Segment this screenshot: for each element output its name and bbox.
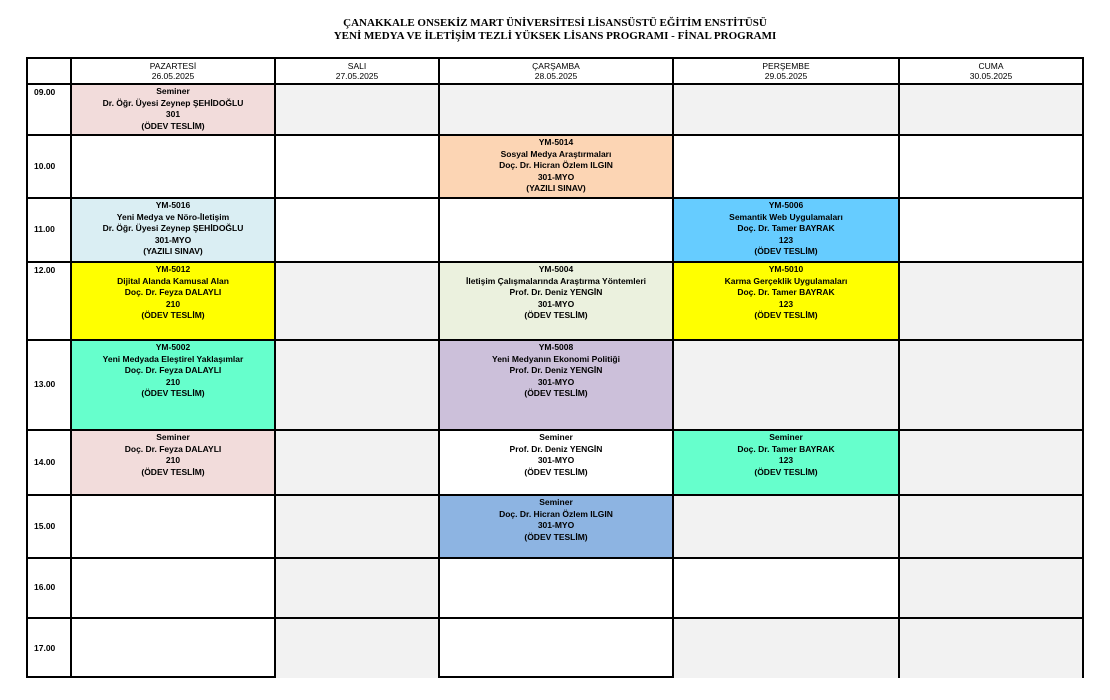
course-code: YM-5008	[538, 342, 574, 352]
slot-line: (YAZILI SINAV)	[143, 246, 203, 257]
day-date: 27.05.2025	[335, 71, 379, 81]
empty-cell	[674, 619, 898, 678]
empty-cell	[900, 263, 1082, 339]
exam-slot	[72, 341, 274, 429]
row-divider	[28, 617, 1082, 619]
slot-line: İletişim Çalışmalarında Araştırma Yöntemleri	[466, 275, 646, 286]
time-label: 17.00	[34, 643, 56, 653]
course-code: Seminer	[539, 432, 573, 442]
slot-line: (ÖDEV TESLİM)	[754, 466, 818, 477]
day-header	[276, 59, 438, 83]
row-divider	[28, 429, 1082, 431]
schedule-table	[26, 57, 1084, 678]
slot-line: Prof. Dr. Deniz YENGİN	[509, 443, 603, 454]
program-title: YENİ MEDYA VE İLETİŞİM TEZLİ YÜKSEK LİSANS PROGRAMI - FİNAL PROGRAMI	[333, 30, 777, 42]
course-code: YM-5002	[155, 342, 191, 352]
institute-title: ÇANAKKALE ONSEKİZ MART ÜNİVERSİTESİ LİSANSÜSTÜ EĞİTİM ENSTİTÜSÜ	[343, 17, 767, 29]
column-divider	[438, 59, 440, 676]
row-divider	[28, 134, 1082, 136]
slot-line: (ÖDEV TESLİM)	[141, 388, 205, 399]
time-label: 10.00	[34, 161, 56, 171]
slot-line: 301	[165, 109, 181, 120]
day-header	[900, 59, 1082, 83]
slot-line: (ÖDEV TESLİM)	[524, 466, 588, 477]
day-date: 29.05.2025	[764, 71, 808, 81]
row-divider	[28, 197, 1082, 199]
slot-line: 123	[778, 298, 794, 309]
slot-line: 210	[165, 298, 181, 309]
slot-line: (ÖDEV TESLİM)	[141, 120, 205, 131]
row-divider	[28, 261, 1082, 263]
exam-slot	[674, 199, 898, 261]
course-code: Seminer	[156, 86, 190, 96]
slot-line: Dr. Öğr. Üyesi Zeynep ŞEHİDOĞLU	[102, 223, 244, 234]
exam-slot	[440, 263, 672, 339]
day-name: ÇARŞAMBA	[532, 61, 580, 71]
course-code: Seminer	[769, 432, 803, 442]
empty-cell	[900, 341, 1082, 429]
exam-slot	[440, 431, 672, 494]
course-code: YM-5012	[155, 264, 191, 274]
day-header	[440, 59, 672, 83]
time-label: 14.00	[34, 457, 56, 467]
slot-line: 301-MYO	[537, 171, 575, 182]
slot-line: (ÖDEV TESLİM)	[524, 388, 588, 399]
day-date: 26.05.2025	[151, 71, 195, 81]
slot-line: 301-MYO	[537, 520, 575, 531]
empty-cell	[900, 431, 1082, 494]
slot-line: Dijital Alanda Kamusal Alan	[117, 275, 229, 286]
slot-line: Sosyal Medya Araştırmaları	[500, 148, 612, 159]
empty-cell	[674, 85, 898, 134]
slot-line: 301-MYO	[154, 234, 192, 245]
column-divider	[70, 59, 72, 676]
slot-line: Yeni Medyanın Ekonomi Politiği	[492, 353, 620, 364]
exam-slot	[440, 341, 672, 429]
course-code: YM-5006	[768, 200, 804, 210]
slot-line: 123	[778, 455, 794, 466]
slot-line: (ÖDEV TESLİM)	[524, 310, 588, 321]
slot-line: Doç. Dr. Tamer BAYRAK	[737, 443, 835, 454]
slot-line: 123	[778, 234, 794, 245]
empty-cell	[276, 431, 438, 494]
row-divider	[28, 494, 1082, 496]
slot-line: Semantik Web Uygulamaları	[729, 211, 843, 222]
time-label: 11.00	[34, 224, 55, 234]
time-label: 16.00	[34, 582, 56, 592]
slot-line: 210	[165, 455, 181, 466]
exam-slot	[674, 431, 898, 494]
slot-line: 301-MYO	[537, 298, 575, 309]
slot-line: Doç. Dr. Hicran Özlem ILGIN	[499, 160, 613, 171]
time-label: 13.00	[34, 379, 56, 389]
exam-slot	[72, 199, 274, 261]
empty-cell	[276, 341, 438, 429]
empty-cell	[276, 85, 438, 134]
course-code: YM-5010	[768, 264, 804, 274]
course-code: YM-5014	[538, 137, 574, 147]
column-divider	[898, 59, 900, 676]
slot-line: 301-MYO	[537, 376, 575, 387]
empty-cell	[674, 496, 898, 557]
slot-line: Prof. Dr. Deniz YENGİN	[509, 287, 603, 298]
course-code: YM-5016	[155, 200, 191, 210]
day-name: PERŞEMBE	[762, 61, 810, 71]
empty-cell	[276, 496, 438, 557]
exam-slot	[72, 263, 274, 339]
course-code: YM-5004	[538, 264, 574, 274]
row-divider	[28, 557, 1082, 559]
exam-slot	[72, 431, 274, 494]
exam-slot	[674, 263, 898, 339]
slot-line: Karma Gerçeklik Uygulamaları	[724, 275, 848, 286]
day-date: 28.05.2025	[534, 71, 578, 81]
slot-line: Doç. Dr. Tamer BAYRAK	[737, 223, 835, 234]
day-name: CUMA	[978, 61, 1004, 71]
empty-cell	[276, 559, 438, 617]
time-label: 15.00	[34, 521, 56, 531]
slot-line: 210	[165, 376, 181, 387]
day-header	[674, 59, 898, 83]
empty-cell	[900, 619, 1082, 678]
empty-cell	[276, 263, 438, 339]
empty-cell	[900, 85, 1082, 134]
slot-line: Doç. Dr. Feyza DALAYLI	[124, 287, 222, 298]
slot-line: Doç. Dr. Hicran Özlem ILGIN	[499, 508, 613, 519]
day-date: 30.05.2025	[969, 71, 1013, 81]
slot-line: Doç. Dr. Feyza DALAYLI	[124, 365, 222, 376]
slot-line: Doç. Dr. Feyza DALAYLI	[124, 443, 222, 454]
row-divider	[28, 83, 1082, 85]
course-code: Seminer	[156, 432, 190, 442]
slot-line: Doç. Dr. Tamer BAYRAK	[737, 287, 835, 298]
empty-cell	[900, 496, 1082, 557]
slot-line: (ÖDEV TESLİM)	[141, 310, 205, 321]
slot-line: Yeni Medya ve Nöro-İletişim	[116, 211, 230, 222]
slot-line: 301-MYO	[537, 455, 575, 466]
slot-line: (YAZILI SINAV)	[526, 183, 586, 194]
slot-line: Dr. Öğr. Üyesi Zeynep ŞEHİDOĞLU	[102, 97, 244, 108]
day-name: PAZARTESİ	[149, 61, 197, 71]
column-divider	[274, 59, 276, 676]
exam-slot	[72, 85, 274, 134]
slot-line: Prof. Dr. Deniz YENGİN	[509, 365, 603, 376]
slot-line: (ÖDEV TESLİM)	[524, 531, 588, 542]
day-header	[72, 59, 274, 83]
exam-slot	[440, 136, 672, 197]
empty-cell	[900, 559, 1082, 617]
empty-cell	[440, 85, 672, 134]
slot-line: (ÖDEV TESLİM)	[141, 466, 205, 477]
column-divider	[672, 59, 674, 676]
exam-slot	[440, 496, 672, 557]
empty-cell	[674, 341, 898, 429]
time-label: 12.00	[34, 265, 56, 275]
course-code: Seminer	[539, 497, 573, 507]
slot-line: Yeni Medyada Eleştirel Yaklaşımlar	[102, 353, 244, 364]
time-label: 09.00	[34, 87, 56, 97]
slot-line: (ÖDEV TESLİM)	[754, 246, 818, 257]
day-name: SALI	[347, 61, 367, 71]
row-divider	[28, 339, 1082, 341]
empty-cell	[276, 619, 438, 678]
slot-line: (ÖDEV TESLİM)	[754, 310, 818, 321]
